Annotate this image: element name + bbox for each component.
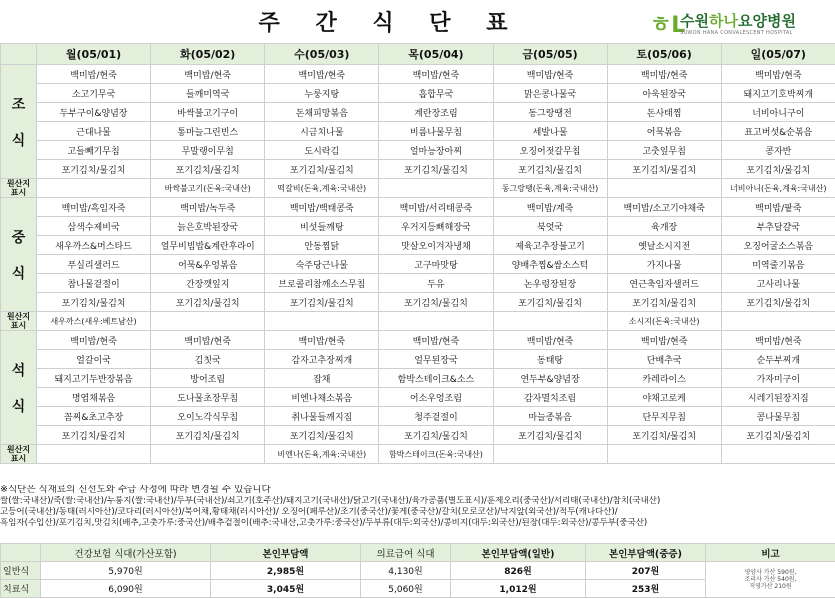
cost-header: 본인부담액(중증) (586, 544, 706, 562)
menu-item: 너비아니구이 (721, 103, 835, 122)
origin-cell: 동그랑땡(돈육,계육:국내산) (493, 179, 607, 198)
meal-label: 석 식 (1, 331, 37, 445)
menu-item: 두유 (379, 274, 493, 293)
menu-item: 돼지고기두반장볶음 (37, 369, 151, 388)
origin-label: 원산지 표시 (1, 179, 37, 198)
menu-item: 세발나물 (493, 122, 607, 141)
menu-item: 바싹불고기구이 (151, 103, 265, 122)
menu-item: 김칫국 (151, 350, 265, 369)
menu-item: 백미밥/계죽 (493, 198, 607, 217)
menu-item: 포기김치/물김치 (379, 160, 493, 179)
menu-item: 도나물초장무침 (151, 388, 265, 407)
menu-item: 어묵&우엉볶음 (151, 255, 265, 274)
cost-cell: 207원 (586, 562, 706, 580)
menu-item: 안동찜닭 (265, 236, 379, 255)
menu-item: 돼지고기호박찌개 (721, 84, 835, 103)
menu-item: 카레라이스 (607, 369, 721, 388)
menu-item: 백미밥/흑임자죽 (37, 198, 151, 217)
note-line: ※식단은 식재료의 신선도와 수급 사정에 따라 변경될 수 있습니다 (0, 485, 271, 495)
menu-item: 순두부찌개 (721, 350, 835, 369)
logo-subtitle: SUWON HANA CONVALESCENT HOSPITAL (680, 30, 793, 36)
origin-cell (493, 445, 607, 464)
menu-item: 소고기무국 (37, 84, 151, 103)
menu-item: 백미밥/서리태콩죽 (379, 198, 493, 217)
origin-cell: 떡갈비(돈육,계육:국내산) (265, 179, 379, 198)
menu-item: 백미밥/현죽 (151, 331, 265, 350)
menu-item: 포기김치/물김치 (379, 293, 493, 312)
menu-row (1, 141, 835, 160)
menu-item: 포기김치/물김치 (265, 160, 379, 179)
menu-item: 고춧잎무침 (607, 141, 721, 160)
day-header: 월(05/01) (37, 44, 151, 65)
menu-item: 옛날소시지전 (607, 236, 721, 255)
note-line: 고등어(국내산)/동태(러시아산)/코다리(러시아산)/북어채,황태채(러시아산)/ 오징어(페루산)/조기(중국산)/꽃게(중국산)/갈치(모로코산)/낙지앞(외국산)/적두(캐나다산)/ (0, 507, 618, 517)
menu-row (1, 160, 835, 179)
note-line: 흑임자(수입산)/포기김치,맛김치(배추,고춧가루:중국산)/배추겉절이(배추:국내산,고춧가루:중국산)/두부류(대두:외국산)/콩비지(대두:외국산)/된장(대두:외국산)/콩두부(중국산) (0, 518, 648, 528)
menu-row (1, 350, 835, 369)
menu-item: 얼마능장아찌 (379, 141, 493, 160)
menu-item: 백미밥/현죽 (379, 331, 493, 350)
menu-item: 포기김치/물김치 (37, 426, 151, 445)
menu-item: 포기김치/물김치 (151, 160, 265, 179)
menu-item: 포기김치/물김치 (607, 426, 721, 445)
page-title: 주 간 식 단 표 (258, 11, 522, 36)
menu-row (1, 122, 835, 141)
menu-item: 돈채피망볶음 (265, 103, 379, 122)
menu-item: 양배추찜&쌈소스턱 (493, 255, 607, 274)
menu-item: 백미밥/소고기야채죽 (607, 198, 721, 217)
menu-row (1, 388, 835, 407)
corner-cell (1, 44, 37, 65)
menu-item: 계란장조림 (379, 103, 493, 122)
origin-cell: 소시지(돈육:국내산) (607, 312, 721, 331)
menu-row (1, 293, 835, 312)
menu-item: 얼무된장국 (379, 350, 493, 369)
origin-cell (265, 312, 379, 331)
menu-item: 포기김치/물김치 (151, 426, 265, 445)
cost-header: 본인부담액 (211, 544, 361, 562)
menu-item: 포기김치/물김치 (493, 160, 607, 179)
cost-row-label: 치료식 (1, 580, 41, 598)
cost-row-label: 일반식 (1, 562, 41, 580)
menu-item: 오징어굴소스볶음 (721, 236, 835, 255)
menu-item: 연근축임자샐러드 (607, 274, 721, 293)
origin-label: 원산지 표시 (1, 312, 37, 331)
note-line: 쌀(쌀:국내산)/죽(쌀:국내산)/누룽지(쌀:국내산)/두부(국내산)/쇠고기(호주산)/돼지고기(국내산)/닭고기(국내산)/육가공품(별도표시)/훈제오리(중국산)/서리태(국내산)/참치(국내산) (0, 496, 661, 506)
menu-item: 콩나물무침 (721, 407, 835, 426)
menu-item: 백미밥/현죽 (493, 331, 607, 350)
hospital-logo (650, 6, 835, 42)
menu-item: 포기김치/물김치 (37, 293, 151, 312)
day-header: 수(05/03) (265, 44, 379, 65)
menu-item: 감자고추장찌개 (265, 350, 379, 369)
menu-item: 숙주당근나물 (265, 255, 379, 274)
cost-row (1, 562, 835, 580)
menu-item: 얼갈이국 (37, 350, 151, 369)
menu-item: 비섯들깨탕 (265, 217, 379, 236)
menu-item: 백미밥/현죽 (607, 65, 721, 84)
day-header: 화(05/02) (151, 44, 265, 65)
cost-cell: 826원 (451, 562, 586, 580)
menu-item: 새우까스&머스타드 (37, 236, 151, 255)
menu-item: 흡합무국 (379, 84, 493, 103)
day-header: 금(05/05) (493, 44, 607, 65)
menu-item: 아욱된장국 (607, 84, 721, 103)
menu-item: 잡채 (265, 369, 379, 388)
menu-item: 돈사태찜 (607, 103, 721, 122)
menu-item: 취나물들깨지짐 (265, 407, 379, 426)
menu-item: 포기김치/물김치 (151, 293, 265, 312)
cost-header (1, 544, 41, 562)
cost-cell: 1,012원 (451, 580, 586, 598)
menu-item: 비름나물무침 (379, 122, 493, 141)
menu-row (1, 236, 835, 255)
origin-cell (37, 179, 151, 198)
menu-item: 늙은호박된장국 (151, 217, 265, 236)
origin-cell: 바싹불고기(돈육:국내산) (151, 179, 265, 198)
origin-row (1, 312, 835, 331)
menu-item: 백미밥/현죽 (493, 65, 607, 84)
menu-item: 북엇국 (493, 217, 607, 236)
origin-cell (379, 179, 493, 198)
menu-item: 시금치나물 (265, 122, 379, 141)
menu-item: 가지나물 (607, 255, 721, 274)
menu-item: 통마늘그린빈스 (151, 122, 265, 141)
menu-item: 명엽채볶음 (37, 388, 151, 407)
menu-row (1, 84, 835, 103)
cost-cell: 2,985원 (211, 562, 361, 580)
cost-header: 의료급여 식대 (361, 544, 451, 562)
origin-row (1, 179, 835, 198)
origin-cell (151, 312, 265, 331)
menu-item: 포기김치/물김치 (721, 426, 835, 445)
logo-name: 수원하나요양병원 (680, 12, 796, 30)
meal-label: 중 식 (1, 198, 37, 312)
menu-item: 포기김치/물김치 (379, 426, 493, 445)
menu-item: 백미밥/현죽 (607, 331, 721, 350)
menu-item: 푸실리샐러드 (37, 255, 151, 274)
origin-cell: 너비아니(돈육,계육:국내산) (721, 179, 835, 198)
cost-cell: 6,090원 (41, 580, 211, 598)
cost-cell: 253원 (586, 580, 706, 598)
cost-header: 건강보험 식대(가산포함) (41, 544, 211, 562)
menu-row (1, 65, 835, 84)
menu-item: 야채고로케 (607, 388, 721, 407)
menu-item: 방어조림 (151, 369, 265, 388)
menu-row (1, 274, 835, 293)
menu-item: 백미밥/현죽 (151, 65, 265, 84)
origin-cell: 새우까스(새우:베트남산) (37, 312, 151, 331)
menu-item: 백미밥/현죽 (265, 331, 379, 350)
menu-item: 청주겉절이 (379, 407, 493, 426)
menu-item: 포기김치/물김치 (721, 160, 835, 179)
menu-item: 포기김치/물김치 (493, 426, 607, 445)
menu-item: 동태탕 (493, 350, 607, 369)
menu-item: 백미밥/녹두죽 (151, 198, 265, 217)
meal-cost-table (0, 543, 835, 598)
menu-item: 표고버섯&순볶음 (721, 122, 835, 141)
menu-item: 삼색수제비국 (37, 217, 151, 236)
menu-item: 포기김치/물김치 (265, 426, 379, 445)
notes-section (0, 485, 835, 529)
menu-item: 어묵볶음 (607, 122, 721, 141)
menu-item: 미역줄기볶음 (721, 255, 835, 274)
menu-row (1, 217, 835, 236)
menu-item: 백미밥/백태콩죽 (265, 198, 379, 217)
origin-cell (607, 445, 721, 464)
origin-cell (151, 445, 265, 464)
origin-cell (607, 179, 721, 198)
cost-header: 본인부담액(일반) (451, 544, 586, 562)
menu-item: 시레기된장지짐 (721, 388, 835, 407)
day-header-row (1, 44, 835, 65)
menu-item: 비엔나채소볶음 (265, 388, 379, 407)
menu-item: 백미밥/현죽 (265, 65, 379, 84)
menu-item: 단배추국 (607, 350, 721, 369)
menu-item: 우거지등뼈해장국 (379, 217, 493, 236)
menu-item: 포기김치/물김치 (721, 293, 835, 312)
cost-header: 비고 (706, 544, 835, 562)
meal-label: 조 식 (1, 65, 37, 179)
origin-label: 원산지 표시 (1, 445, 37, 464)
day-header: 토(05/06) (607, 44, 721, 65)
menu-item: 포기김치/물김치 (265, 293, 379, 312)
menu-item: 들깨미역국 (151, 84, 265, 103)
origin-cell (379, 312, 493, 331)
menu-item: 고구마맛탕 (379, 255, 493, 274)
menu-item: 백미밥/현죽 (37, 331, 151, 350)
menu-item: 감자멸치조림 (493, 388, 607, 407)
menu-item: 참나물겉절이 (37, 274, 151, 293)
menu-item: 오징어젓갈무침 (493, 141, 607, 160)
menu-row (1, 198, 835, 217)
menu-item: 맛살오이겨자냉채 (379, 236, 493, 255)
cost-cell: 4,130원 (361, 562, 451, 580)
menu-item: 단무지무침 (607, 407, 721, 426)
logo-mark: ㅎL (650, 13, 686, 38)
menu-item: 백미밥/현죽 (721, 331, 835, 350)
cost-remark: 영양사 가산 590원, 조리사 가산 540원, 직영가산 210원 (706, 562, 835, 598)
menu-item: 마늘종볶음 (493, 407, 607, 426)
menu-item: 백미밥/현죽 (721, 65, 835, 84)
cost-header-row (1, 544, 835, 562)
menu-item: 도시락김 (265, 141, 379, 160)
origin-cell (721, 445, 835, 464)
menu-row (1, 255, 835, 274)
menu-item: 포기김치/물김치 (607, 160, 721, 179)
origin-row (1, 445, 835, 464)
menu-row (1, 103, 835, 122)
menu-item: 간장깻잎지 (151, 274, 265, 293)
menu-row (1, 331, 835, 350)
menu-item: 맑은콩나물국 (493, 84, 607, 103)
cost-cell: 5,970원 (41, 562, 211, 580)
menu-item: 가자미구이 (721, 369, 835, 388)
menu-item: 고사리나물 (721, 274, 835, 293)
menu-item: 제육고추장불고기 (493, 236, 607, 255)
menu-item: 고들빼기무침 (37, 141, 151, 160)
menu-item: 육개장 (607, 217, 721, 236)
cost-cell: 5,060원 (361, 580, 451, 598)
menu-item: 오이노각식무침 (151, 407, 265, 426)
menu-item: 포기김치/물김치 (607, 293, 721, 312)
menu-item: 논우렁장된장 (493, 274, 607, 293)
weekly-menu-table (0, 43, 835, 464)
menu-item: 무말랭이무침 (151, 141, 265, 160)
menu-row (1, 407, 835, 426)
menu-item: 브로콜리참깨소스무침 (265, 274, 379, 293)
menu-item: 부추달걀국 (721, 217, 835, 236)
menu-item: 콩자반 (721, 141, 835, 160)
menu-item: 백미밥/현죽 (379, 65, 493, 84)
origin-cell (493, 312, 607, 331)
origin-cell (721, 312, 835, 331)
day-header: 일(05/07) (721, 44, 835, 65)
cost-cell: 3,045원 (211, 580, 361, 598)
menu-item: 함박스테이크&소스 (379, 369, 493, 388)
origin-cell (37, 445, 151, 464)
menu-item: 근대나물 (37, 122, 151, 141)
day-header: 목(05/04) (379, 44, 493, 65)
origin-cell: 비엔나(돈육,계육:국내산) (265, 445, 379, 464)
menu-item: 꼼찌&초고추장 (37, 407, 151, 426)
menu-item: 연두부&양념장 (493, 369, 607, 388)
menu-item: 누룽지탕 (265, 84, 379, 103)
menu-item: 백미밥/현죽 (37, 65, 151, 84)
menu-item: 백미밥/팥죽 (721, 198, 835, 217)
menu-item: 얼무비빔밥&계란후라이 (151, 236, 265, 255)
menu-item: 포기김치/물김치 (37, 160, 151, 179)
menu-item: 동그랑땡전 (493, 103, 607, 122)
menu-item: 포기김치/물김치 (493, 293, 607, 312)
menu-item: 어소우엉조림 (379, 388, 493, 407)
origin-cell: 함박스테이크(돈육:국내산) (379, 445, 493, 464)
menu-row (1, 369, 835, 388)
menu-item: 두부구이&양념장 (37, 103, 151, 122)
menu-row (1, 426, 835, 445)
